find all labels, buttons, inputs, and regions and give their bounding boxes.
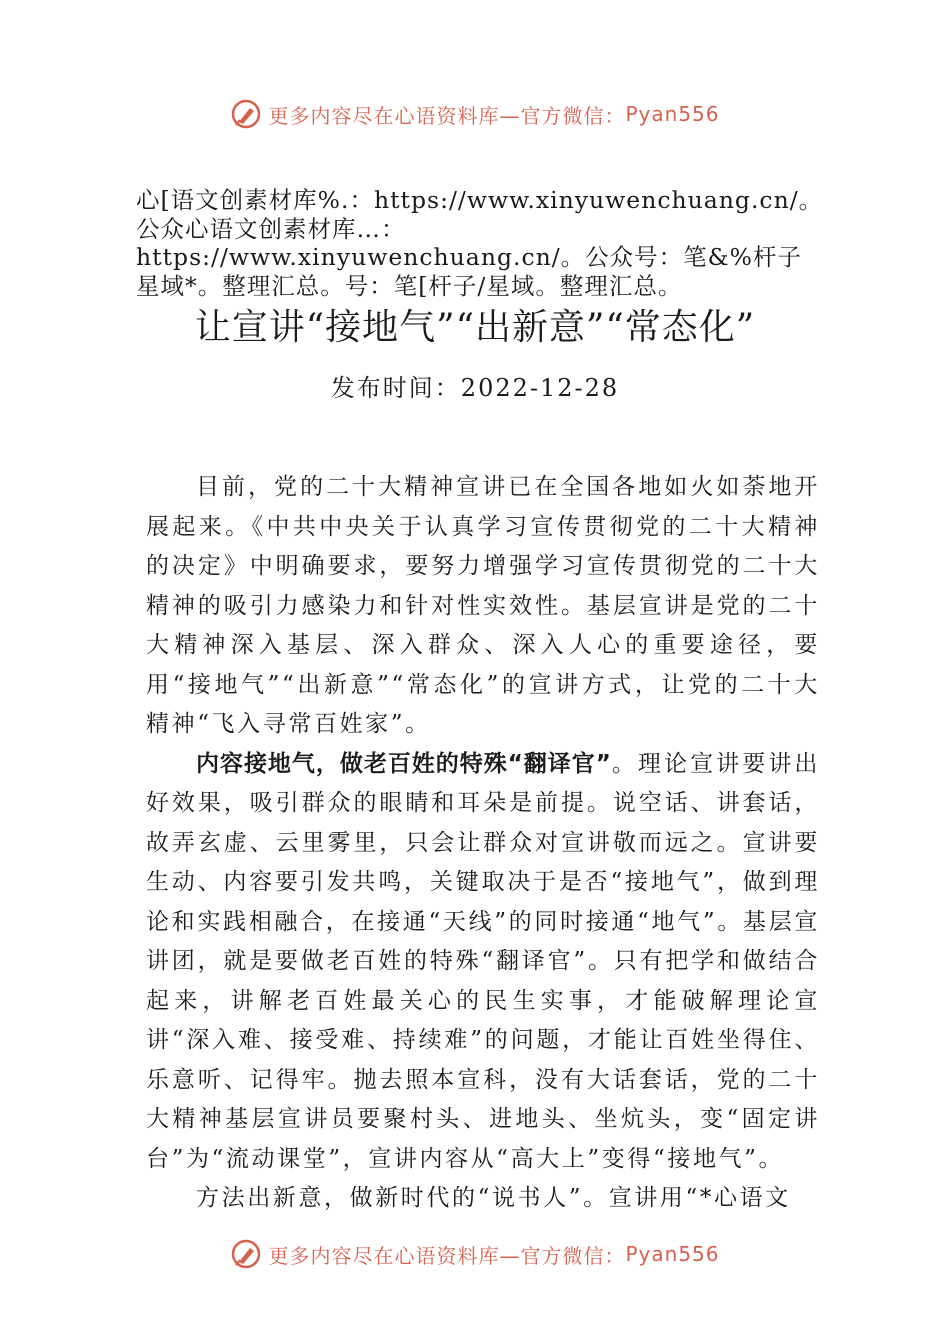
footer-banner — [0, 1232, 950, 1276]
article-title: 让宣讲“接地气”“出新意”“常态化” — [194, 307, 756, 348]
article-body — [146, 468, 820, 1219]
banner-wechat-id: Pyan556 — [625, 102, 720, 126]
paragraph-heading: 内容接地气，做老百姓的特殊“翻译官” — [196, 750, 612, 777]
paragraph-method: 方法出新意，做新时代的“说书人”。宣讲用“*心语文 — [196, 1185, 791, 1211]
pen-nib-logo-icon — [230, 1238, 262, 1270]
paragraph-content-text: 。理论宣讲要讲出好效果，吸引群众的眼睛和耳朵是前提。说空话、讲套话，故弄玄虚、云里雾里，只会让群众对宣讲敬而远之。宣讲要生动、内容要引发共鸣，关键取决于是否“接地气”，做到理论和实践相融合，在接通“天线”的同时接通“地气”。基层宣讲团，就是要做老百姓的特殊“翻译官”。只有把学和做结合起来，讲解老百姓最关心的民生实事，才能破解理论宣讲“深入难、接受难、持续难”的问题，才能让百姓坐得住、 乐意听、记得牢。抛去照本宣科，没有大话套话，党的二十大精神基层宣讲员要聚村头、进地头、坐炕头，变“固定讲台”为“流动课堂”，宣讲内容从“高大上”变得“接地气”。 — [146, 750, 821, 1172]
watermark-text: 心[语文创素材库%.：https://www.xinyuwenchuang.cn/。公众心语文创素材库…：https://www.xinyuwenchuang.cn/。公众号：笔&%杆子星域*。整理汇总。号：笔[杆子/星域。整理汇总。 — [136, 186, 824, 300]
pen-nib-logo-icon — [230, 98, 262, 130]
paragraph-intro: 目前，党的二十大精神宣讲已在全国各地如火如荼地开展起来。《中共中央关于认真学习宣传贯彻党的二十大精神 的决定》中明确要求，要努力增强学习宣传贯彻党的二十大精神的吸引力感染力和针对性实效性。基层宣讲是党的二十大精神深入基层、深入群众、深入人心的重要途径，要用“接地气”“出新意”“常态化”的宣讲方式，让党的二十大精神“飞入寻常百姓家”。 — [146, 474, 820, 737]
banner-text: 更多内容尽在心语资料库—官方微信： — [268, 103, 626, 128]
banner-wechat-id: Pyan556 — [625, 1242, 720, 1266]
header-banner — [0, 92, 950, 136]
paragraph-content — [146, 745, 820, 1180]
publish-date: 发布时间：2022-12-28 — [330, 374, 620, 402]
banner-text: 更多内容尽在心语资料库—官方微信： — [268, 1243, 626, 1268]
